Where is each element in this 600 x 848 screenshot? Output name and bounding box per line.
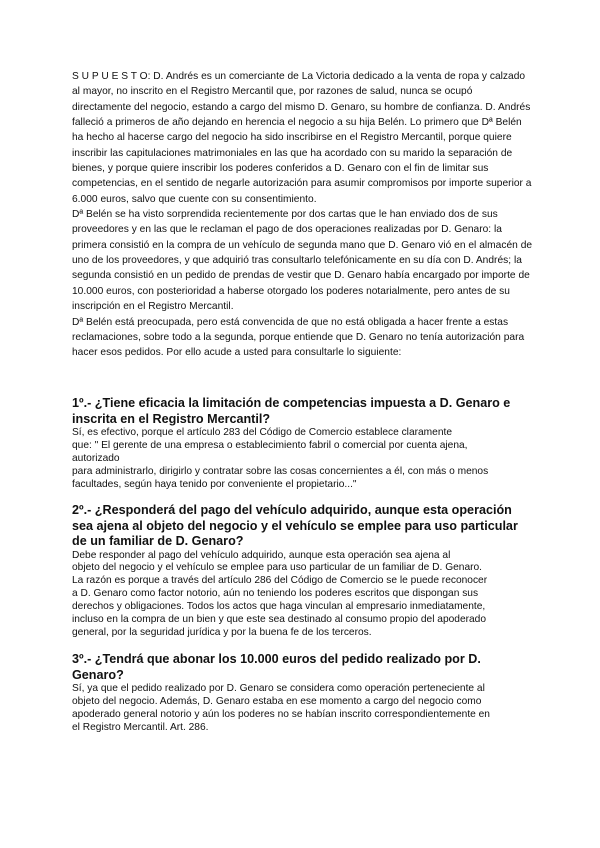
question-title: 1º.- ¿Tiene eficacia la limitación de competencias impuesta a D. Genaro e inscrita en el Registro Mercantil? — [72, 396, 511, 426]
answer-line: Sí, ya que el pedido realizado por D. Genaro se considera como operación perteneciente al — [72, 683, 485, 694]
answer-line: incluso en la compra de un bien y que este sea destinado al consumo propio del apoderado — [72, 614, 487, 626]
answer — [72, 550, 534, 640]
answer-line: a D. Genaro como factor notorio, aún no teniendo los poderes escritos que dispongan sus — [72, 588, 479, 600]
answer-line: para administrarlo, dirigirlo y contratar sobre las cosas concernientes a él, con más o menos — [72, 465, 489, 477]
answer-line: general, por la seguridad jurídica y por la buena fe de los terceros. — [72, 626, 372, 638]
answer-line: el Registro Mercantil. Art. 286. — [72, 721, 209, 733]
answer-line: La razón es porque a través del artículo 286 del Código de Comercio se le puede reconocer — [72, 575, 488, 587]
answer-line: objeto del negocio. Además, D. Genaro estaba en ese momento a cargo del negocio como — [72, 695, 482, 707]
answer-line: apoderado general notorio y aún los poderes no se habían inscrito correspondientemente en — [72, 708, 490, 720]
question-2 — [72, 503, 534, 640]
question-title: 3º.- ¿Tendrá que abonar los 10.000 euros del pedido realizado por D. Genaro? — [72, 652, 481, 682]
answer-line: derechos y obligaciones. Todos los actos que haga vinculan al empresario inmediatamente, — [72, 601, 486, 613]
intro-paragraph: Dª Belén está preocupada, pero está convencida de que no está obligada a hacer frente a estas reclamaciones, sobre todo a la segunda, porque entiende que D. Genaro no tenía autorización para hacer esos pedidos. Por ello acude a usted para consultarle lo siguiente: — [72, 316, 525, 359]
intro-paragraph: Dª Belén se ha visto sorprendida recientemente por dos cartas que le han enviado dos de sus proveedores y en las que le reclaman el pago de dos operaciones realizadas por D. Genaro: la primera consistió en la compra de un vehículo de segunda mano que D. Genaro vió en el almacén de uno de los proveedores, y que adquirió tras consultarlo telefónicamente en su día con D. Andrés; la segunda consistió en un pedido de prendas de vestir que D. Genaro había encargado por importe de 10.000 euros, con posterioridad a haberse otorgado los poderes notarialmente, pero antes de su inscripción en el Registro Mercantil. — [72, 209, 533, 313]
answer — [72, 427, 534, 492]
answer-line: facultades, según haya tenido por conveniente el propietario..." — [72, 478, 357, 490]
answer-line: que: " El gerente de una empresa o establecimiento fabril o comercial por cuenta ajena, — [72, 439, 468, 451]
answer-line: Sí, es efectivo, porque el artículo 283 del Código de Comercio establece claramente — [72, 427, 452, 438]
answer-line: Debe responder al pago del vehículo adquirido, aunque esta operación sea ajena al — [72, 549, 451, 561]
question-title: 2º.- ¿Responderá del pago del vehículo adquirido, aunque esta operación sea ajena al objeto del negocio y el vehículo se emplee para uso particular de un familiar de D. Genaro? — [72, 503, 518, 548]
answer — [72, 683, 534, 735]
case-statement — [72, 69, 534, 361]
intro-paragraph: S U P U E S T O: D. Andrés es un comerciante de La Victoria dedicado a la venta de ropa y calzado al mayor, no inscrito en el Registro Mercantil que, por razones de salud, nunca se ocupó directamente del negocio, estando a cargo del mismo D. Genaro, su hombre de confianza. D. Andrés falleció a primeros de año dejando en herencia el negocio a su hija Belén. Lo primero que Dª Belén ha hecho al hacerse cargo del negocio ha sido inscribirse en el Registro Mercantil, porque quiere inscribir las capitulaciones matrimoniales en las que ha acordado con su marido la separación de bienes, y porque quiere inscribir los poderes conferidos a D. Genaro con el fin de limitar sus competencias, en el sentido de negarle autorización para asumir compromisos por importe superior a 6.000 euros, salvo que cuente con su consentimiento. — [72, 71, 532, 205]
answer-line: objeto del negocio y el vehículo se emplee para uso particular de un familiar de D. Genaro. — [72, 562, 483, 574]
question-1 — [72, 396, 534, 492]
answer-line: autorizado — [72, 452, 120, 464]
question-3 — [72, 652, 534, 735]
